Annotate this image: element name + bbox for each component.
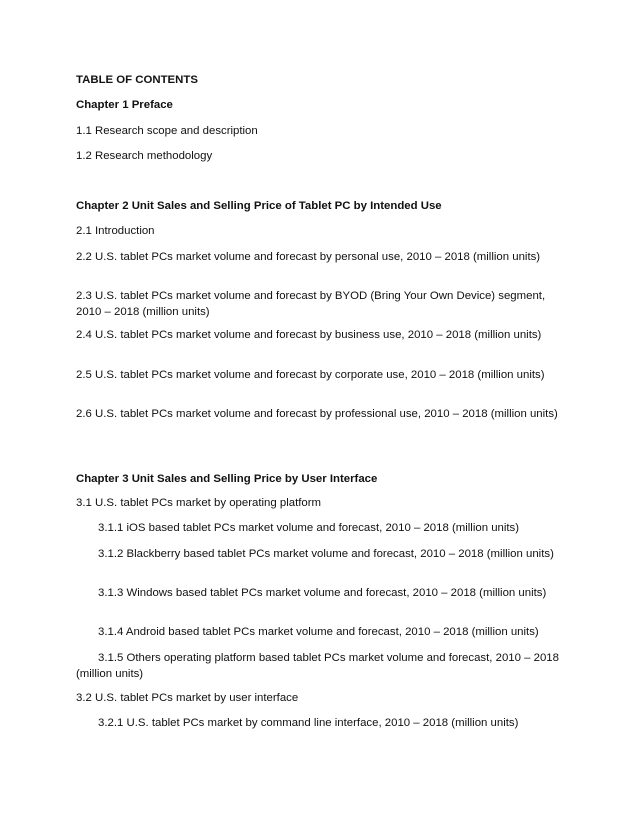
toc-subentry: 3.1.5 Others operating platform based tablet PCs market volume and forecast, 2010 – 2018 (million units) (76, 652, 559, 680)
chapter-2-heading: Chapter 2 Unit Sales and Selling Price of Tablet PC by Intended Use (76, 200, 442, 212)
chapter-3-heading: Chapter 3 Unit Sales and Selling Price by User Interface (76, 473, 378, 485)
toc-subentry: 3.2.1 U.S. tablet PCs market by command line interface, 2010 – 2018 (million units) (98, 717, 519, 729)
toc-entry: 3.1 U.S. tablet PCs market by operating platform (76, 497, 322, 509)
toc-entry: 2.6 U.S. tablet PCs market volume and forecast by professional use, 2010 – 2018 (million units) (76, 408, 558, 420)
toc-subentry: 3.1.4 Android based tablet PCs market volume and forecast, 2010 – 2018 (million units) (98, 626, 539, 638)
toc-entry: 1.1 Research scope and description (76, 125, 258, 137)
toc-entry: 2.5 U.S. tablet PCs market volume and forecast by corporate use, 2010 – 2018 (million units) (76, 369, 545, 381)
toc-subentry: 3.1.2 Blackberry based tablet PCs market volume and forecast, 2010 – 2018 (million units) (98, 548, 554, 560)
toc-entry: 2.1 Introduction (76, 225, 155, 237)
chapter-1-heading: Chapter 1 Preface (76, 99, 173, 111)
toc-entry: 2.2 U.S. tablet PCs market volume and forecast by personal use, 2010 – 2018 (million units) (76, 251, 541, 263)
toc-subentry: 3.1.1 iOS based tablet PCs market volume and forecast, 2010 – 2018 (million units) (98, 522, 520, 534)
toc-entry: 3.2 U.S. tablet PCs market by user interface (76, 692, 299, 704)
toc-entry: 1.2 Research methodology (76, 150, 213, 162)
toc-entry: 2.3 U.S. tablet PCs market volume and forecast by BYOD (Bring Your Own Device) segment, 2010 – 2018 (million units) (76, 290, 546, 318)
toc-title: TABLE OF CONTENTS (76, 74, 198, 86)
toc-subentry: 3.1.3 Windows based tablet PCs market volume and forecast, 2010 – 2018 (million units) (98, 587, 547, 599)
toc-entry: 2.4 U.S. tablet PCs market volume and forecast by business use, 2010 – 2018 (million units) (76, 329, 542, 341)
